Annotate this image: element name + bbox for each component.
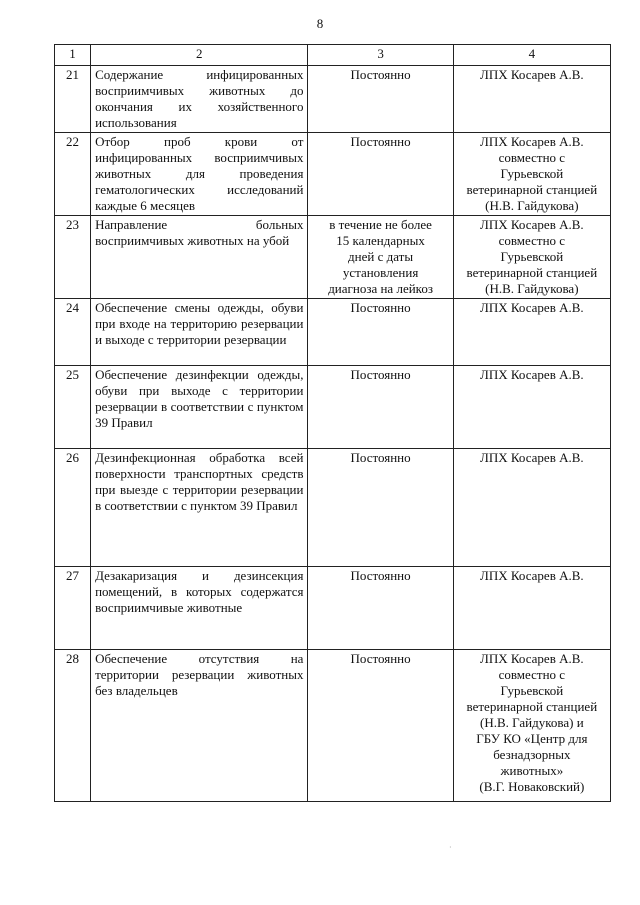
row-action: Отбор проб крови от инфицированных восприимчивых животных для проведения гематологических исследований каждые 6 месяцев	[91, 133, 308, 216]
table-row	[55, 366, 611, 449]
row-term: Постоянно	[308, 66, 453, 133]
row-responsible: ЛПХ Косарев А.В.	[453, 299, 610, 366]
row-number: 26	[55, 449, 91, 567]
row-responsible: ЛПХ Косарев А.В.	[453, 66, 610, 133]
row-term: Постоянно	[308, 449, 453, 567]
row-number: 24	[55, 299, 91, 366]
table-row	[55, 216, 611, 299]
row-responsible: ЛПХ Косарев А.В. совместно с Гурьевской ветеринарной станцией (Н.В. Гайдукова)	[453, 216, 610, 299]
table-row	[55, 449, 611, 567]
header-col-4: 4	[453, 45, 610, 66]
scan-artifact: ·	[449, 843, 452, 852]
row-number: 23	[55, 216, 91, 299]
row-number: 21	[55, 66, 91, 133]
row-number: 22	[55, 133, 91, 216]
row-term: в течение не более 15 календарных дней с даты установления диагноза на лейкоз	[308, 216, 453, 299]
row-action: Дезакаризация и дезинсекция помещений, в которых содержатся восприимчивые животные	[91, 567, 308, 650]
row-action: Направление больных восприимчивых животных на убой	[91, 216, 308, 299]
row-action: Обеспечение смены одежды, обуви при входе на территорию резервации и выходе с территории резервации	[91, 299, 308, 366]
row-number: 25	[55, 366, 91, 449]
table-row	[55, 650, 611, 802]
page-number: 8	[316, 16, 324, 31]
header-col-1: 1	[55, 45, 91, 66]
measures-table	[54, 44, 611, 802]
row-responsible: ЛПХ Косарев А.В.	[453, 567, 610, 650]
row-term: Постоянно	[308, 366, 453, 449]
row-term: Постоянно	[308, 567, 453, 650]
row-action: Содержание инфицированных восприимчивых животных до окончания их хозяйственного использования	[91, 66, 308, 133]
table-header-row	[55, 45, 611, 66]
row-number: 28	[55, 650, 91, 802]
table-row	[55, 133, 611, 216]
header-col-2: 2	[91, 45, 308, 66]
row-responsible: ЛПХ Косарев А.В. совместно с Гурьевской ветеринарной станцией (Н.В. Гайдукова) и ГБУ КО «Центр для безнадзорных животных» (В.Г. Новаковский)	[453, 650, 610, 802]
row-responsible: ЛПХ Косарев А.В.	[453, 449, 610, 567]
row-action: Обеспечение отсутствия на территории резервации животных без владельцев	[91, 650, 308, 802]
row-action: Дезинфекционная обработка всей поверхности транспортных средств при выезде с территории резервации в соответствии с пунктом 39 Правил	[91, 449, 308, 567]
row-term: Постоянно	[308, 650, 453, 802]
table-row	[55, 66, 611, 133]
table-row	[55, 567, 611, 650]
row-number: 27	[55, 567, 91, 650]
header-col-3: 3	[308, 45, 453, 66]
row-responsible: ЛПХ Косарев А.В.	[453, 366, 610, 449]
table-row	[55, 299, 611, 366]
row-term: Постоянно	[308, 299, 453, 366]
row-responsible: ЛПХ Косарев А.В. совместно с Гурьевской ветеринарной станцией (Н.В. Гайдукова)	[453, 133, 610, 216]
row-action: Обеспечение дезинфекции одежды, обуви при выходе с территории резервации в соответствии с пунктом 39 Правил	[91, 366, 308, 449]
row-term: Постоянно	[308, 133, 453, 216]
